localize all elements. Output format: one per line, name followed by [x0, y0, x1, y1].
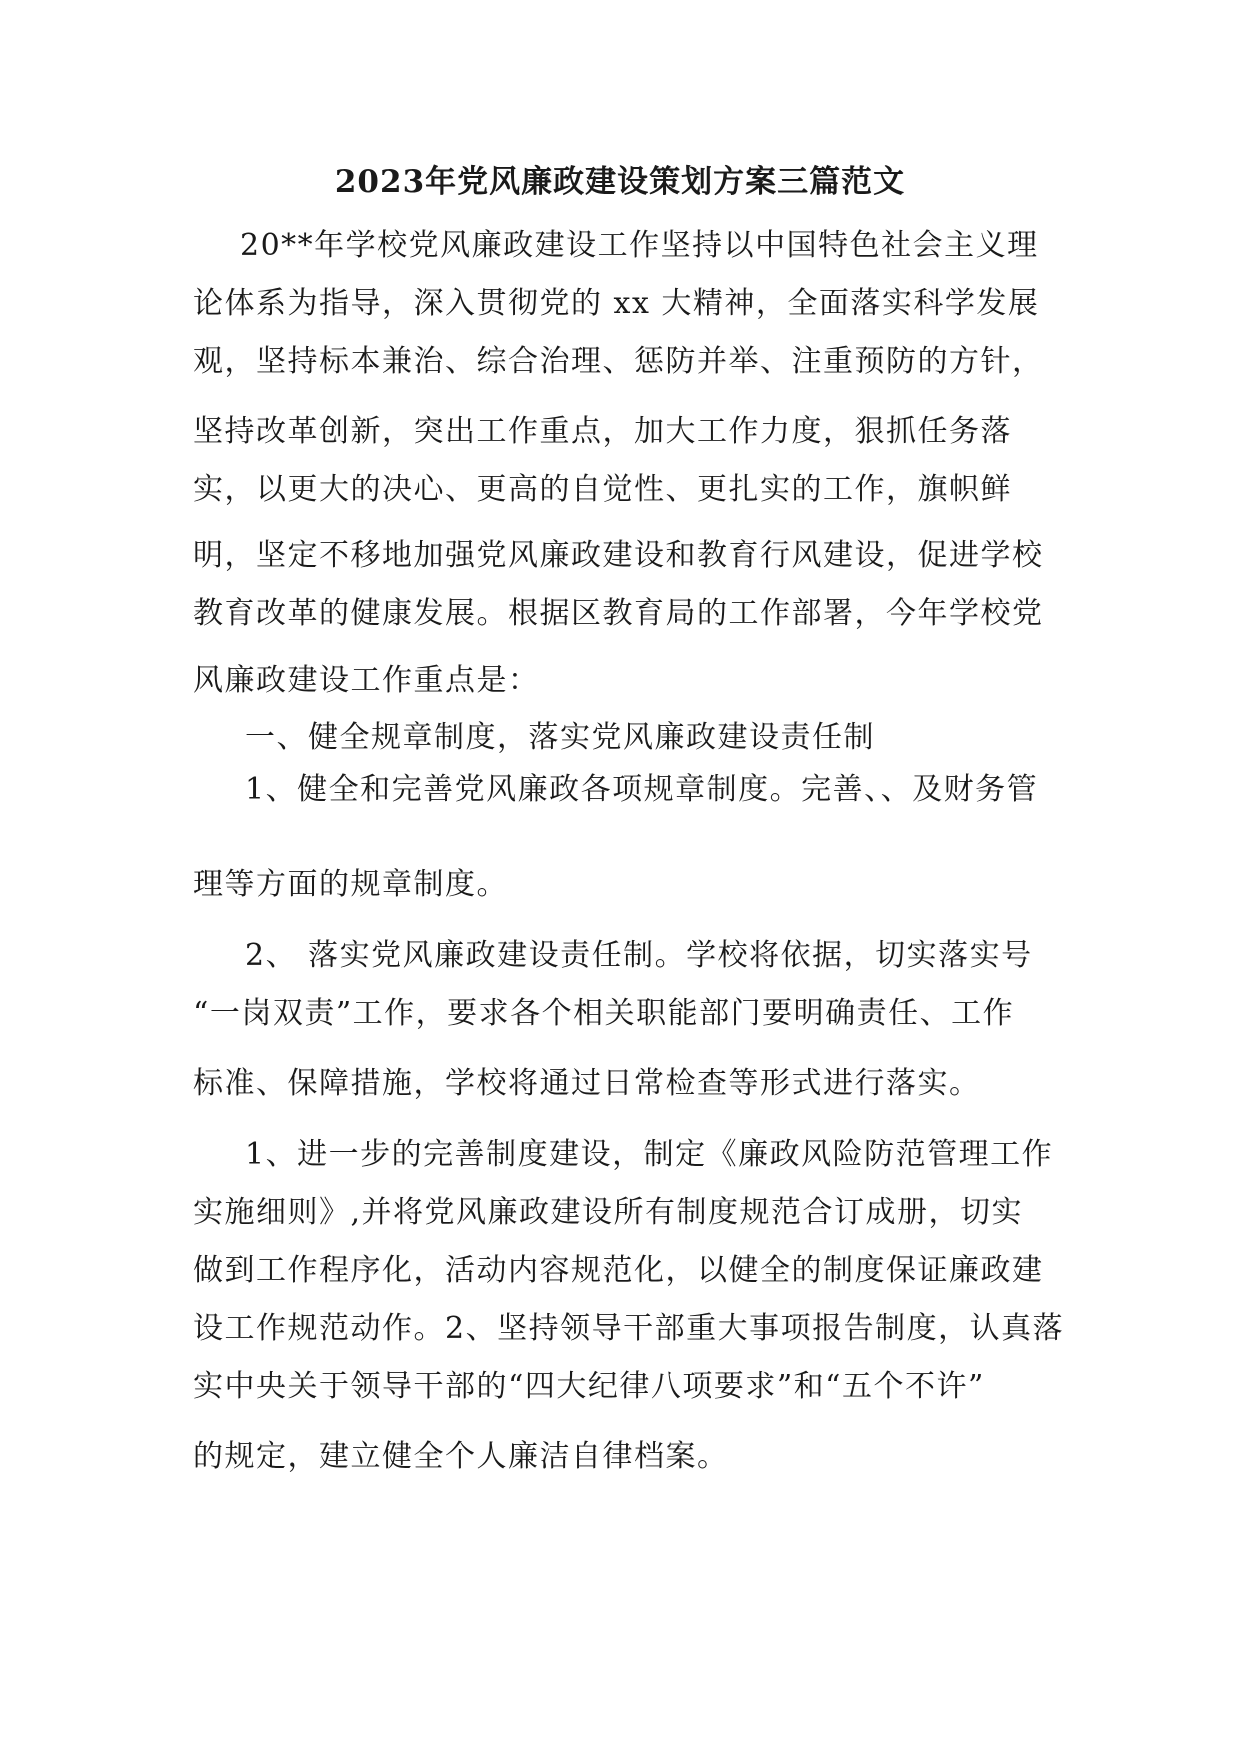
text-line: 1、健全和完善党风廉政各项规章制度。完善、、及财务管 — [245, 772, 1039, 807]
text-line: “一岗双责”工作，要求各个相关职能部门要明确责任、工作 — [193, 996, 1015, 1031]
document-title: 2023年党风廉政建设策划方案三篇范文 — [334, 164, 906, 200]
text-line: 实，以更大的决心、更高的自觉性、更扎实的工作，旗帜鲜 — [193, 472, 1012, 507]
text-line: 2、 落实党风廉政建设责任制。学校将依据，切实落实号 — [245, 938, 1033, 973]
text-line: 论体系为指导，深入贯彻党的 xx 大精神，全面落实科学发展 — [193, 286, 1040, 321]
text-line: 设工作规范动作。2、坚持领导干部重大事项报告制度，认真落 — [193, 1311, 1065, 1346]
text-line: 风廉政建设工作重点是： — [193, 663, 540, 698]
text-line: 的规定，建立健全个人廉洁自律档案。 — [193, 1439, 729, 1474]
text-line: 实中央关于领导干部的“四大纪律八项要求”和“五个不许” — [193, 1369, 985, 1404]
text-line: 明，坚定不移地加强党风廉政建设和教育行风建设，促进学校 — [193, 538, 1044, 573]
text-line: 教育改革的健康发展。根据区教育局的工作部署，今年学校党 — [193, 596, 1044, 631]
text-line: 20**年学校党风廉政建设工作坚持以中国特色社会主义理 — [240, 228, 1039, 263]
text-line: 观，坚持标本兼治、综合治理、惩防并举、注重预防的方针， — [193, 344, 1044, 379]
text-line: 理等方面的规章制度。 — [193, 867, 508, 902]
text-line: 1、进一步的完善制度建设，制定《廉政风险防范管理工作 — [245, 1137, 1054, 1172]
text-line: 实施细则》,并将党风廉政建设所有制度规范合订成册，切实 — [193, 1195, 1024, 1230]
text-line: 做到工作程序化，活动内容规范化，以健全的制度保证廉政建 — [193, 1253, 1044, 1288]
text-line: 坚持改革创新，突出工作重点，加大工作力度，狠抓任务落 — [193, 414, 1012, 449]
section-heading: 一、健全规章制度，落实党风廉政建设责任制 — [245, 720, 875, 755]
text-line: 标准、保障措施，学校将通过日常检查等形式进行落实。 — [193, 1066, 981, 1101]
